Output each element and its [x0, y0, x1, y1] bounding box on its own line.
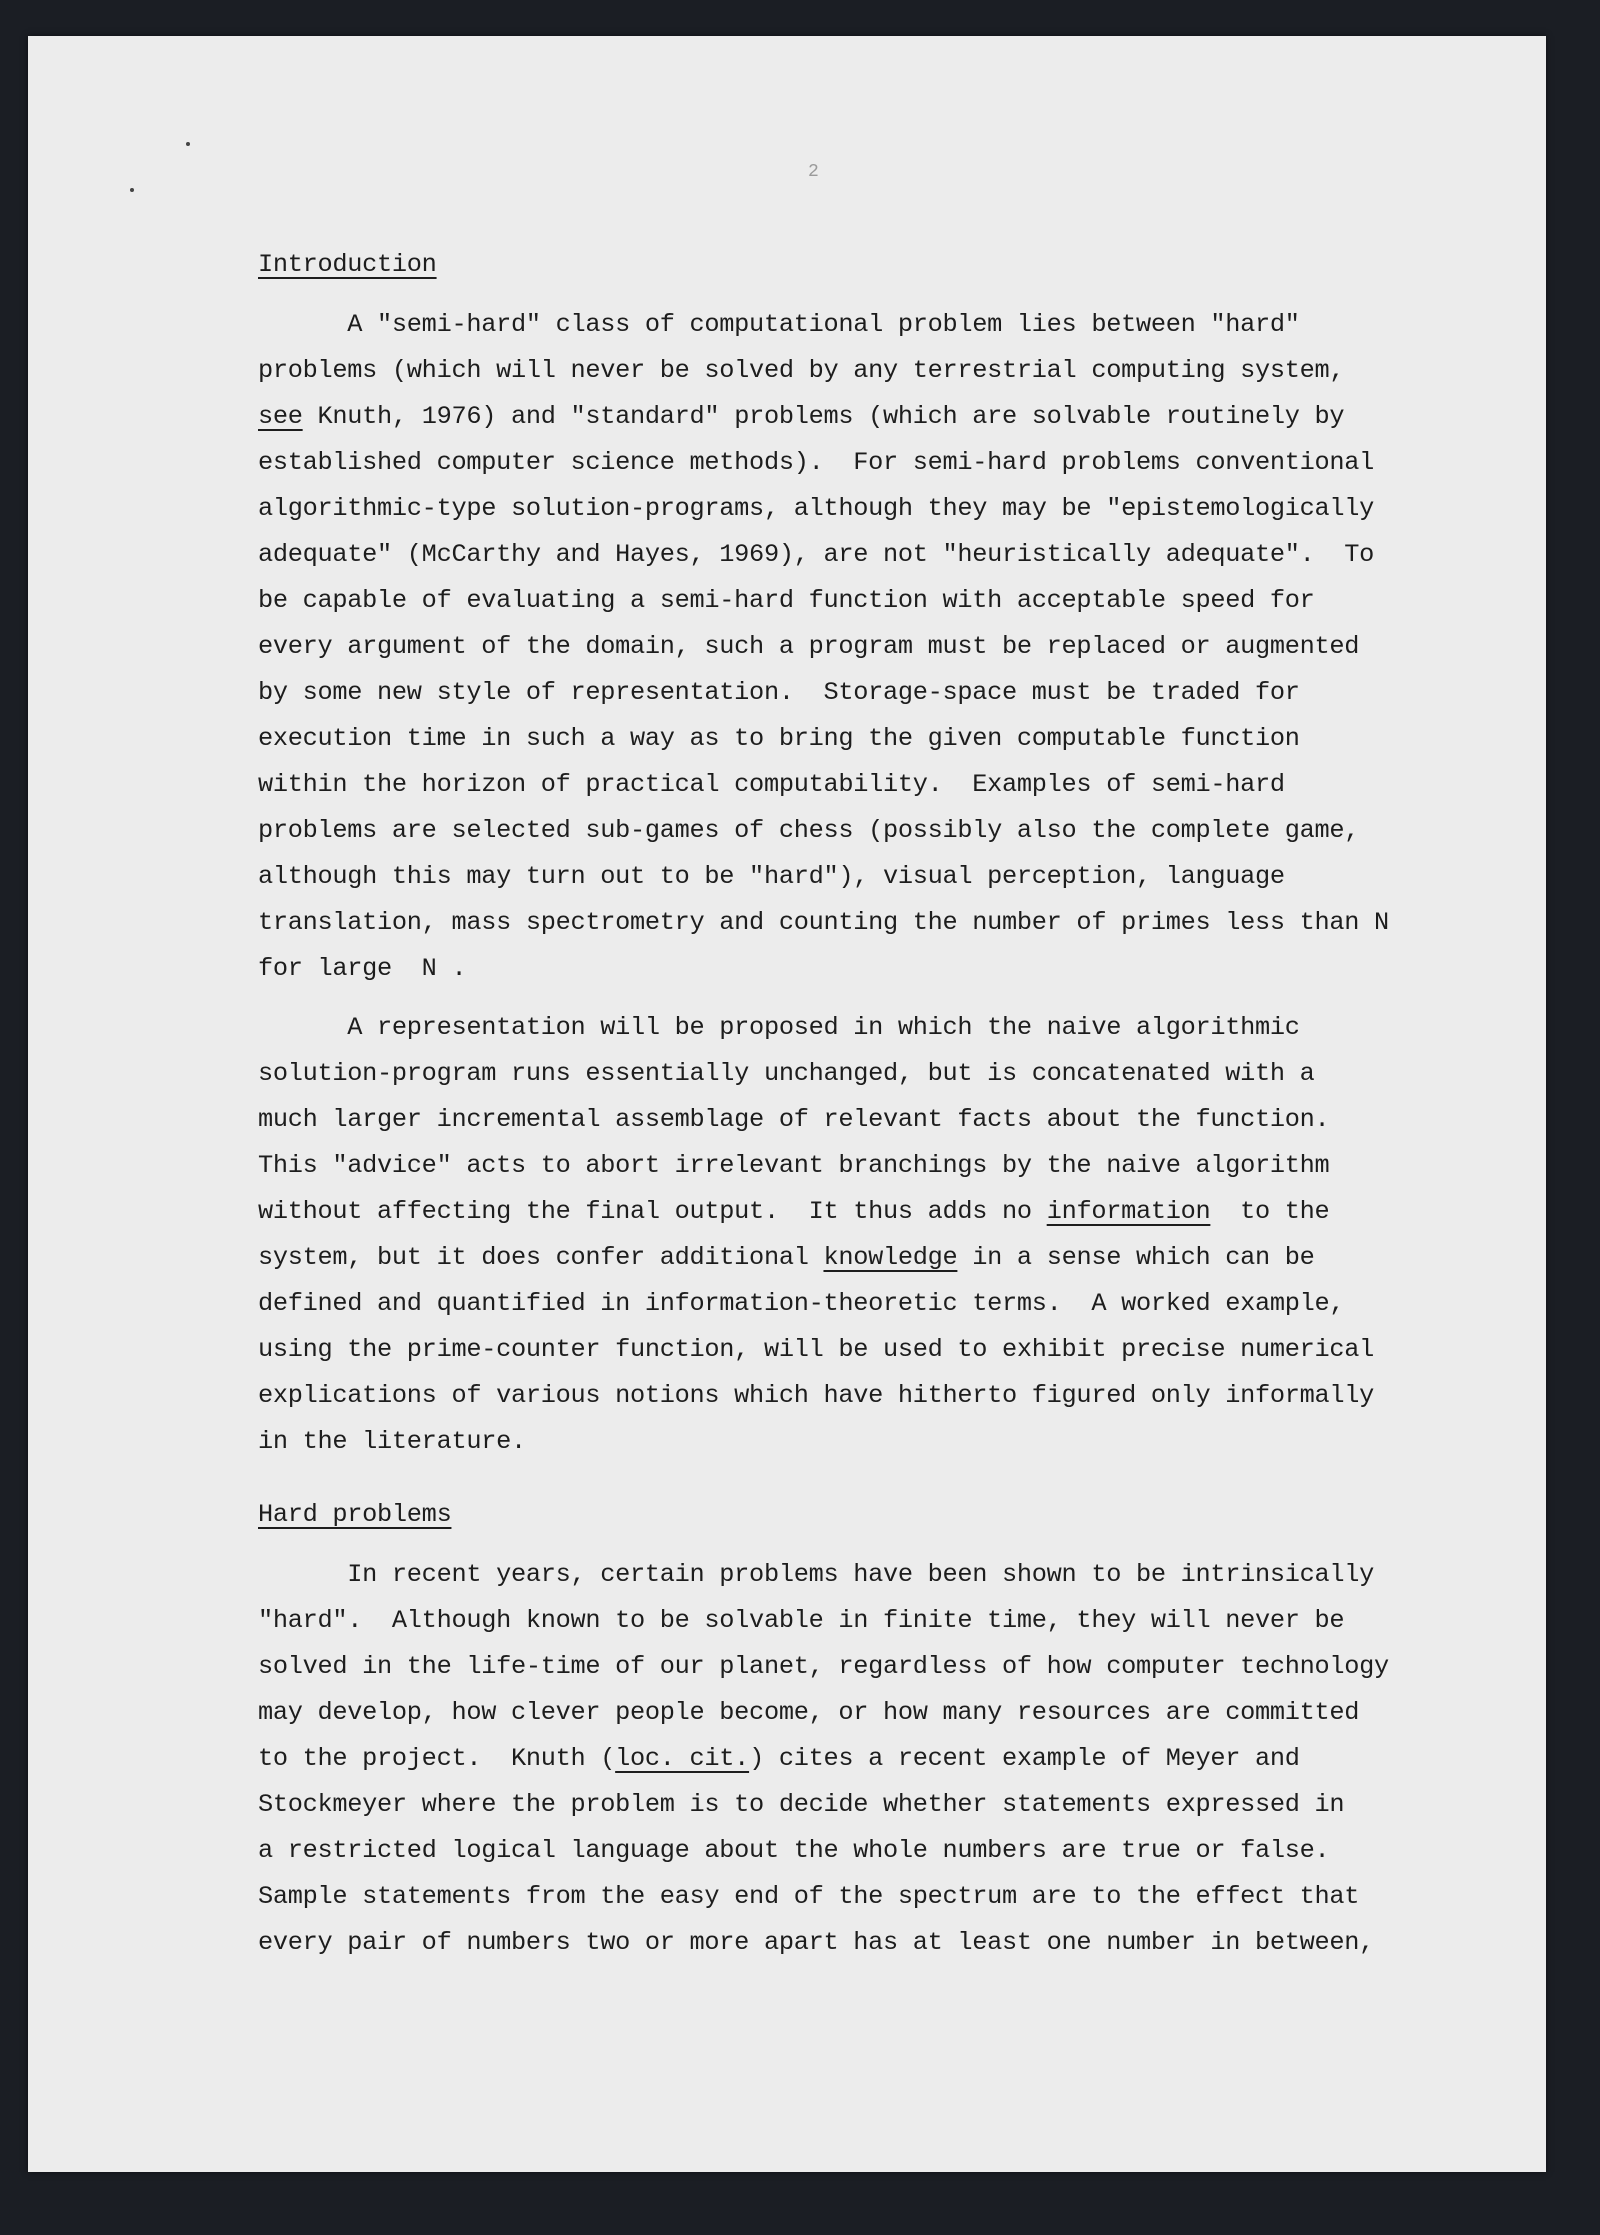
text-line: A "semi-hard" class of computational problem lies between "hard" — [258, 310, 1300, 339]
text-line: problems (which will never be solved by any terrestrial computing system, — [258, 356, 1345, 385]
text-line: be capable of evaluating a semi-hard function with acceptable speed for — [258, 586, 1315, 615]
text-line — [258, 402, 1344, 431]
text-line: execution time in such a way as to bring the given computable function — [258, 724, 1300, 753]
underlined-term-see: see — [258, 402, 303, 431]
text-line: for large N . — [258, 954, 467, 983]
text-line: problems are selected sub-games of chess (possibly also the complete game, — [258, 816, 1360, 845]
text-line: established computer science methods). For semi-hard problems conventional — [258, 448, 1375, 477]
text-line: by some new style of representation. Storage-space must be traded for — [258, 678, 1300, 707]
text-line: using the prime-counter function, will be used to exhibit precise numerical — [258, 1335, 1375, 1364]
text-line: within the horizon of practical computability. Examples of semi-hard — [258, 770, 1285, 799]
text-line: In recent years, certain problems have been shown to be intrinsically — [258, 1560, 1375, 1589]
text-line: "hard". Although known to be solvable in finite time, they will never be — [258, 1606, 1345, 1635]
ink-speck — [130, 188, 134, 192]
text-line: This "advice" acts to abort irrelevant branchings by the naive algorithm — [258, 1151, 1330, 1180]
ink-speck — [186, 142, 190, 146]
text-line: a restricted logical language about the whole numbers are true or false. — [258, 1836, 1330, 1865]
page-number: 2 — [808, 162, 819, 182]
text-line: translation, mass spectrometry and counting the number of primes less than N — [258, 908, 1389, 937]
text-line: every argument of the domain, such a program must be replaced or augmented — [258, 632, 1360, 661]
section-heading-hard-problems: Hard problems — [258, 1500, 452, 1529]
underlined-term-information: information — [1046, 1197, 1211, 1226]
text-line: A representation will be proposed in which the naive algorithmic — [258, 1013, 1300, 1042]
underlined-term-knowledge: knowledge — [823, 1243, 958, 1272]
text-line: algorithmic-type solution-programs, although they may be "epistemologically — [258, 494, 1375, 523]
text-line: Sample statements from the easy end of the spectrum are to the effect that — [258, 1882, 1360, 1911]
line-rest: Knuth, 1976) and "standard" problems (which are solvable routinely by — [302, 402, 1345, 431]
text-line: in the literature. — [258, 1427, 526, 1456]
text-line: solution-program runs essentially unchanged, but is concatenated with a — [258, 1059, 1315, 1088]
text-line: to the project. Knuth (loc. cit.) cites a recent example of Meyer and — [258, 1744, 1300, 1773]
text-line: much larger incremental assemblage of relevant facts about the function. — [258, 1105, 1330, 1134]
text-line: without affecting the final output. It thus adds no information to the — [258, 1197, 1330, 1226]
section-heading-introduction: Introduction — [258, 250, 437, 279]
text-line: explications of various notions which have hitherto figured only informally — [258, 1381, 1375, 1410]
text-line: may develop, how clever people become, or how many resources are committed — [258, 1698, 1360, 1727]
text-line: Stockmeyer where the problem is to decide whether statements expressed in — [258, 1790, 1345, 1819]
underlined-term-loc-cit: loc. cit. — [615, 1744, 750, 1773]
text-line: although this may turn out to be "hard"), visual perception, language — [258, 862, 1285, 891]
text-line: system, but it does confer additional knowledge in a sense which can be — [258, 1243, 1315, 1272]
text-line: defined and quantified in information-theoretic terms. A worked example, — [258, 1289, 1345, 1318]
text-line: solved in the life-time of our planet, regardless of how computer technology — [258, 1652, 1389, 1681]
text-line: every pair of numbers two or more apart has at least one number in between, — [258, 1928, 1375, 1957]
text-line: adequate" (McCarthy and Hayes, 1969), are not "heuristically adequate". To — [258, 540, 1375, 569]
